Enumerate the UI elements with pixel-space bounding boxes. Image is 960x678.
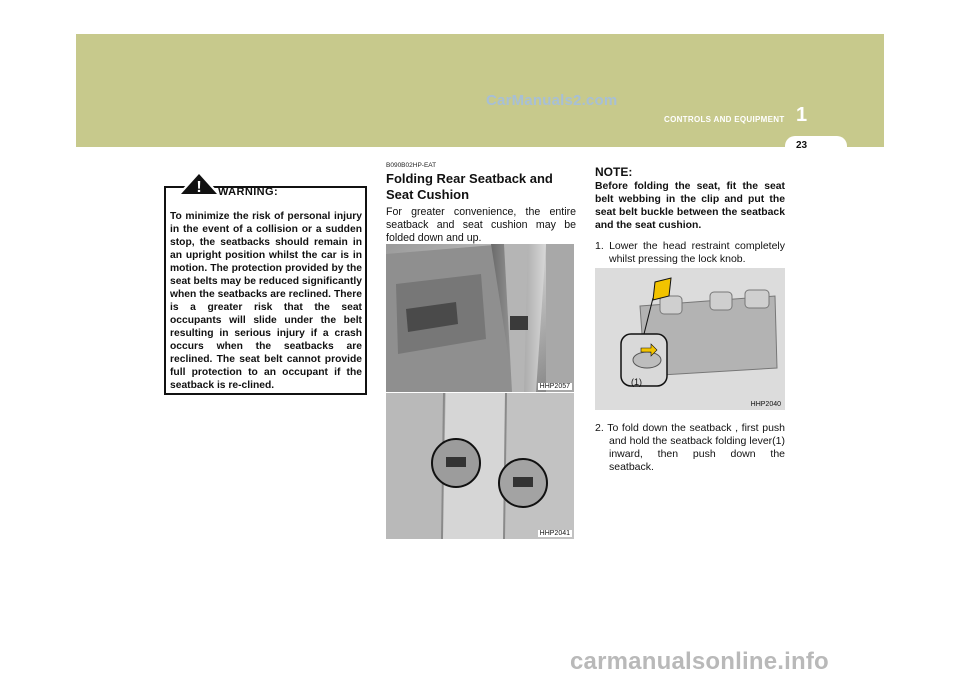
- warning-symbol: !: [196, 179, 202, 196]
- section-title: Folding Rear Seatback and Seat Cushion: [386, 171, 553, 202]
- step-1: 1. Lower the head restraint completely whilst pressing the lock knob.: [595, 240, 785, 265]
- warning-text: To minimize the risk of personal injury in the event of a collision or a sudden stop, the seatbacks should remain in an upright position whilst the car is in motion. The protection provided by the seat belts may be reduced significantly when the seatbacks are reclined. There is a greater risk that the seat occupants will slide under the belt resulting in serious injury if a crash occurs when the seatbacks are reclined. The seat belt cannot provide full protection to an occupant if the seatback is re-clined.: [170, 211, 362, 391]
- photo2-code: HHP2041: [539, 530, 570, 537]
- step-2: 2. To fold down the seatback , first push and hold the seatback folding lever(1) inward, then push down the seatback.: [595, 422, 785, 473]
- chapter-number: 1: [796, 104, 808, 126]
- fig3-callout: (1): [631, 377, 642, 387]
- warning-title: WARNING:: [218, 186, 279, 198]
- rear-seat-photo: [386, 393, 574, 539]
- page-number: 23: [796, 140, 808, 151]
- exclamation-triangle-icon: [176, 170, 222, 196]
- fig3-code: HHP2040: [750, 401, 781, 408]
- header-watermark[interactable]: CarManuals2.com: [486, 92, 618, 109]
- note-heading: NOTE:: [595, 165, 633, 179]
- section-body: For greater convenience, the entire seatback and seat cushion may be folded down and up.: [386, 206, 576, 244]
- header-band: [76, 34, 884, 147]
- seatbelt-photo: [386, 244, 574, 392]
- section-code: B090B02HP-EAT: [386, 162, 437, 169]
- headrest-lever-diagram: [595, 268, 785, 410]
- photo1-code: HHP2057: [539, 383, 570, 390]
- chapter-label: CONTROLS AND EQUIPMENT: [664, 115, 785, 124]
- warning-box: [164, 186, 367, 395]
- footer-watermark[interactable]: carmanualsonline.info: [570, 648, 829, 675]
- note-text: Before folding the seat, fit the seat belt webbing in the clip and put the seat belt buckle between the seatback and the seat cushion.: [595, 181, 785, 231]
- page-tab: [785, 136, 847, 157]
